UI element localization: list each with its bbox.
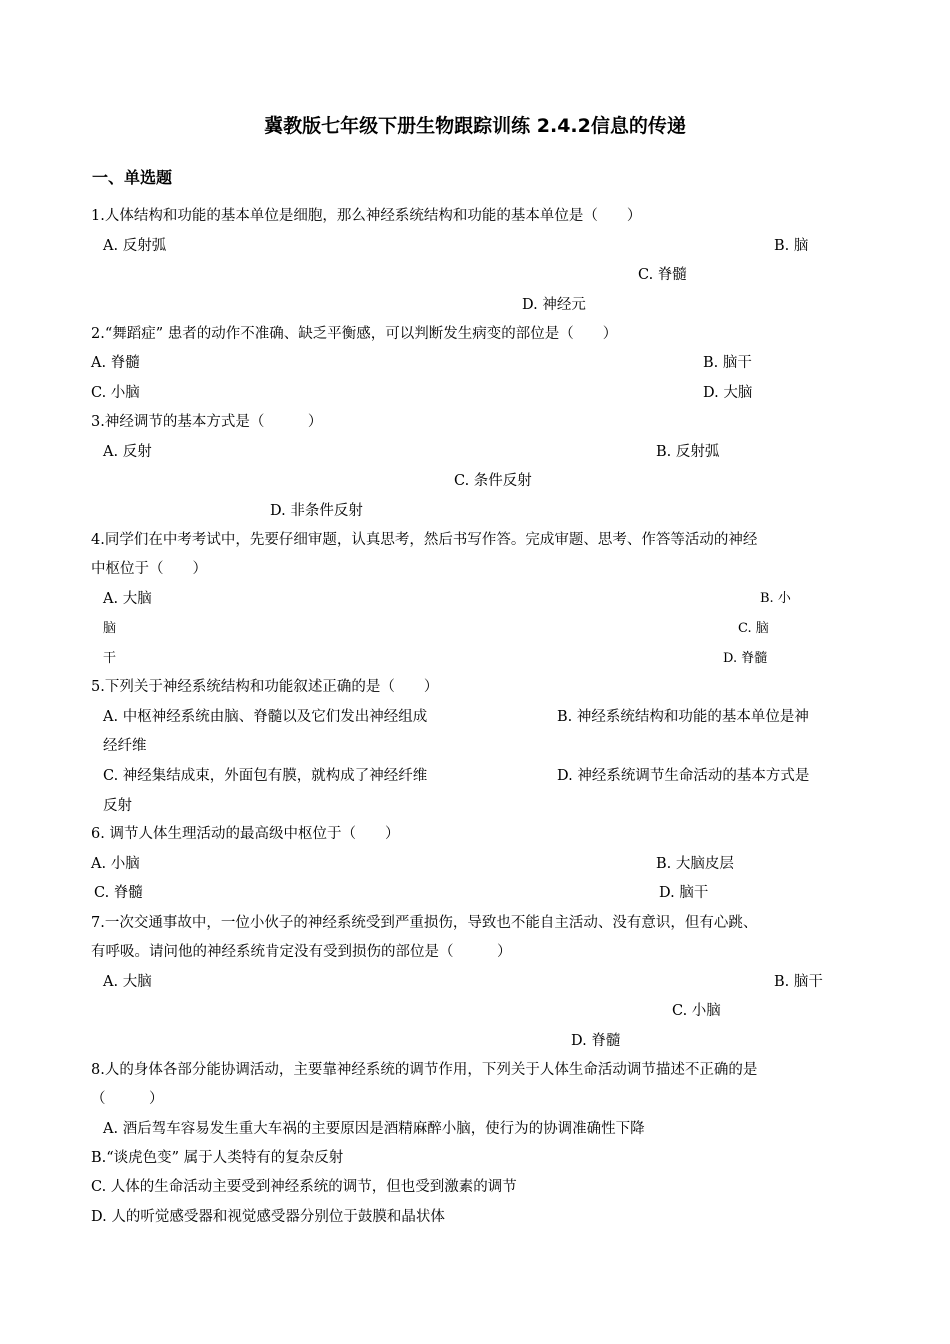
page-title: 冀教版七年级下册生物跟踪训练 2.4.2信息的传递 — [264, 115, 686, 137]
question-2-option-d[interactable]: D. 大脑 — [703, 385, 753, 401]
question-8-stem-line-2: （ ） — [91, 1091, 164, 1107]
question-3-option-d[interactable]: D. 非条件反射 — [270, 503, 363, 519]
question-2-option-a[interactable]: A. 脊髓 — [91, 355, 140, 371]
question-3-option-a[interactable]: A. 反射 — [103, 444, 152, 460]
question-7-stem-line-1: 7.一次交通事故中，一位小伙子的神经系统受到严重损伤，导致也不能自主活动、没有意识，但有心跳、 — [91, 915, 758, 931]
question-6-stem: 6. 调节人体生理活动的最高级中枢位于（ ） — [91, 826, 400, 842]
question-2-stem: 2.“舞蹈症” 患者的动作不准确、缺乏平衡感，可以判断发生病变的部位是（ ） — [91, 326, 618, 342]
question-4-option-d[interactable]: D. 脊髓 — [723, 651, 768, 666]
question-8-option-b[interactable]: B.“谈虎色变” 属于人类特有的复杂反射 — [91, 1150, 344, 1166]
question-2-option-c[interactable]: C. 小脑 — [91, 385, 140, 401]
question-4-option-b[interactable]: B. 小 — [760, 591, 791, 606]
question-1-option-c[interactable]: C. 脊髓 — [638, 267, 687, 283]
question-2-option-b[interactable]: B. 脑干 — [703, 355, 752, 371]
question-8-stem-line-1: 8.人的身体各部分能协调活动，主要靠神经系统的调节作用，下列关于人体生命活动调节描述不正确的是 — [91, 1062, 758, 1078]
question-7-option-c[interactable]: C. 小脑 — [672, 1003, 721, 1019]
question-8-option-d[interactable]: D. 人的听觉感受器和视觉感受器分别位于鼓膜和晶状体 — [91, 1209, 445, 1225]
question-6-option-d[interactable]: D. 脑干 — [659, 885, 709, 901]
question-7-option-d[interactable]: D. 脊髓 — [571, 1033, 621, 1049]
question-8-option-c[interactable]: C. 人体的生命活动主要受到神经系统的调节，但也受到激素的调节 — [91, 1179, 517, 1195]
question-5-stem: 5.下列关于神经系统结构和功能叙述正确的是（ ） — [91, 679, 439, 695]
question-6-option-b[interactable]: B. 大脑皮层 — [656, 856, 734, 872]
question-1-stem: 1.人体结构和功能的基本单位是细胞，那么神经系统结构和功能的基本单位是（ ） — [91, 208, 642, 224]
question-5-option-b-wrap[interactable]: 经纤维 — [103, 738, 147, 754]
question-7-option-b[interactable]: B. 脑干 — [774, 974, 823, 990]
question-4-option-c-wrap[interactable]: 干 — [103, 651, 117, 666]
question-8-option-a[interactable]: A. 酒后驾车容易发生重大车祸的主要原因是酒精麻醉小脑，使行为的协调准确性下降 — [103, 1121, 645, 1137]
question-5-option-b[interactable]: B. 神经系统结构和功能的基本单位是神 — [557, 709, 809, 725]
question-1-option-d[interactable]: D. 神经元 — [522, 297, 586, 313]
question-6-option-a[interactable]: A. 小脑 — [91, 856, 140, 872]
question-1-option-b[interactable]: B. 脑 — [774, 238, 809, 254]
question-4-stem-line-1: 4.同学们在中考考试中，先要仔细审题，认真思考，然后书写作答。完成审题、思考、作答等活动的神经 — [91, 532, 758, 548]
question-1-option-a[interactable]: A. 反射弧 — [103, 238, 167, 254]
question-4-option-c[interactable]: C. 脑 — [738, 621, 769, 636]
section-heading: 一、单选题 — [92, 168, 173, 187]
question-3-option-b[interactable]: B. 反射弧 — [656, 444, 720, 460]
question-4-option-a[interactable]: A. 大脑 — [103, 591, 152, 607]
question-7-stem-line-2: 有呼吸。请问他的神经系统肯定没有受到损伤的部位是（ ） — [91, 944, 512, 960]
question-7-option-a[interactable]: A. 大脑 — [103, 974, 152, 990]
question-5-option-c[interactable]: C. 神经集结成束，外面包有膜，就构成了神经纤维 — [103, 768, 428, 784]
question-5-option-d[interactable]: D. 神经系统调节生命活动的基本方式是 — [557, 768, 810, 784]
question-4-option-b-wrap[interactable]: 脑 — [103, 621, 117, 636]
question-3-option-c[interactable]: C. 条件反射 — [454, 473, 532, 489]
question-5-option-d-wrap[interactable]: 反射 — [103, 798, 132, 814]
question-6-option-c[interactable]: C. 脊髓 — [94, 885, 143, 901]
question-4-stem-line-2: 中枢位于（ ） — [91, 561, 207, 577]
question-5-option-a[interactable]: A. 中枢神经系统由脑、脊髓以及它们发出神经组成 — [103, 709, 428, 725]
question-3-stem: 3.神经调节的基本方式是（ ） — [91, 414, 323, 430]
